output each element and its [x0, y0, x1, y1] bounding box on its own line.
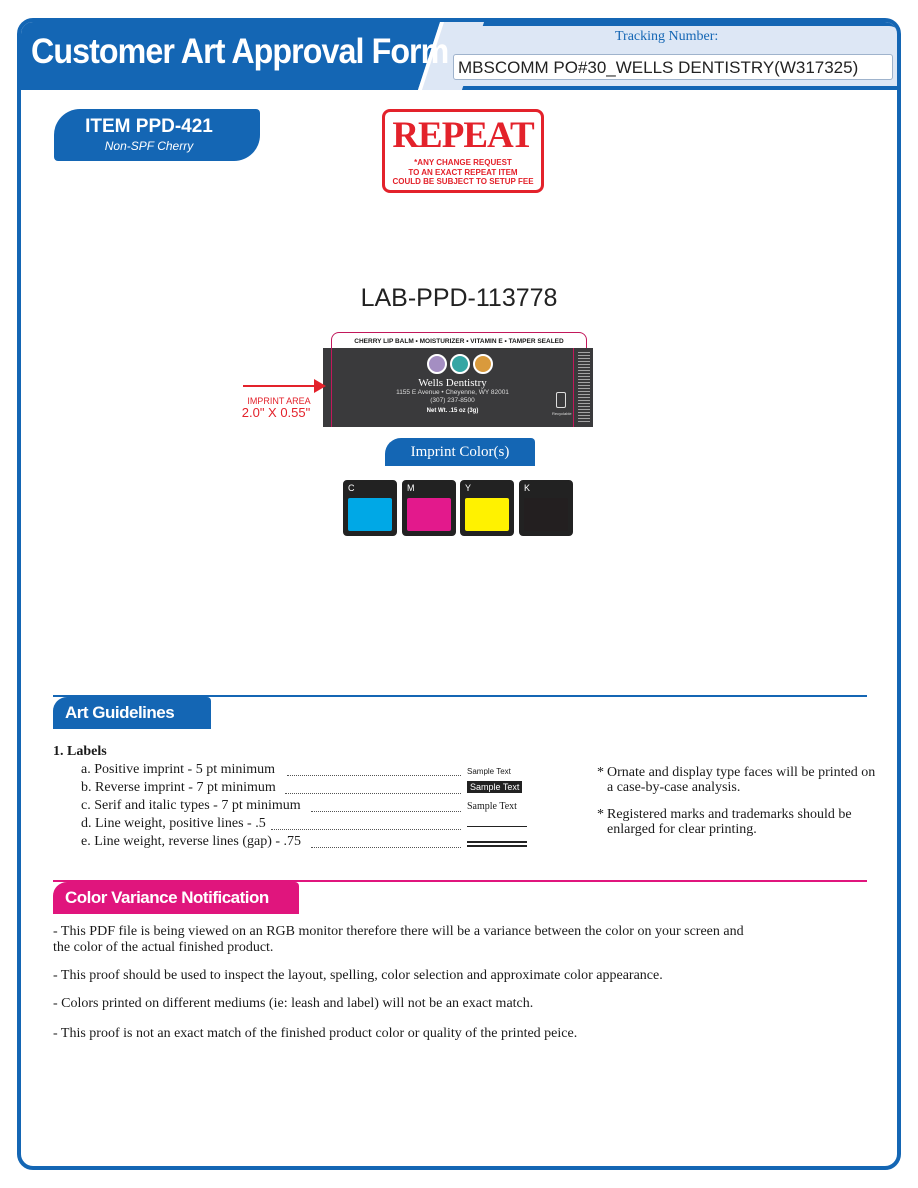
repeat-note-line: TO AN EXACT REPEAT ITEM	[408, 167, 518, 177]
repeat-word: REPEAT	[392, 115, 534, 156]
dotted-leader	[287, 774, 461, 776]
item-title: ITEM PPD-421	[85, 116, 213, 137]
variance-item: - This proof should be used to inspect the layout, spelling, color selection and approximate color appearance.	[53, 968, 663, 983]
guideline-rule: a. Positive imprint - 5 pt minimum	[81, 762, 276, 777]
label-address-block	[332, 389, 573, 405]
sample-positive: Sample Text	[467, 767, 511, 776]
repeat-note-line: COULD BE SUBJECT TO SETUP FEE	[392, 177, 534, 186]
guideline-rule: d. Line weight, positive lines - .5	[81, 816, 266, 831]
dotted-leader	[271, 828, 461, 830]
guideline-rule: e. Line weight, reverse lines (gap) - .75	[81, 834, 302, 849]
recycle-caption: Recyclable	[552, 411, 572, 416]
guideline-rule: b. Reverse imprint - 7 pt minimum	[81, 780, 276, 795]
form-frame	[17, 18, 901, 1170]
swatch-fill	[348, 498, 392, 531]
label-proof	[323, 348, 593, 427]
item-badge	[54, 109, 260, 161]
labels-heading: 1. Labels	[53, 744, 107, 759]
repeat-note-line: *ANY CHANGE REQUEST	[414, 158, 512, 167]
note-text: Ornate and display type faces will be printed on a case-by-case analysis.	[607, 765, 876, 795]
imprint-arrow-icon	[243, 385, 319, 387]
swatch-letter: Y	[465, 483, 472, 493]
variance-item: - This proof is not an exact match of the finished product color or quality of the printed peice.	[53, 1026, 578, 1041]
tracking-number-field: MBSCOMM PO#30_WELLS DENTISTRY(W317325)	[453, 54, 893, 80]
label-business-name: Wells Dentistry	[418, 377, 487, 389]
note-text: Registered marks and trademarks should be enlarged for clear printing.	[607, 807, 852, 837]
tooth-logo-icon	[427, 354, 447, 374]
header-bar	[21, 22, 897, 90]
swatch-letter: K	[524, 483, 531, 493]
label-address: 1155 E Avenue • Cheyenne, WY 82001	[396, 389, 509, 396]
sample-serif: Sample Text	[467, 801, 517, 812]
dotted-leader	[285, 792, 461, 794]
repeat-note	[385, 158, 541, 187]
label-phone: (307) 237-8500	[430, 397, 475, 404]
swatch-letter: C	[348, 483, 355, 493]
color-swatch-m	[402, 480, 456, 536]
variance-item: - Colors printed on different mediums (ie: leash and label) will not be an exact match.	[53, 996, 534, 1011]
imprint-area-label: IMPRINT AREA	[247, 396, 311, 406]
imprint-colors-title: Imprint Color(s)	[385, 438, 535, 466]
tooth-logo-icon	[450, 354, 470, 374]
asterisk-icon: *	[597, 765, 604, 780]
variance-item: - This PDF file is being viewed on an RGB monitor therefore there will be a variance between the color on your screen and the color of the actual finished product.	[53, 924, 744, 955]
guideline-note	[597, 807, 877, 837]
sample-reverse-line	[467, 841, 527, 847]
swatch-fill	[407, 498, 451, 531]
form-title: Customer Art Approval Form	[31, 32, 449, 71]
tooth-logo-icon	[473, 354, 493, 374]
guideline-rule: c. Serif and italic types - 7 pt minimum	[81, 798, 301, 813]
swatch-letter: M	[407, 483, 415, 493]
arrow-head-icon	[314, 379, 326, 393]
color-swatch-k	[519, 480, 573, 536]
lab-id: LAB-PPD-113778	[360, 284, 558, 312]
art-guidelines-title: Art Guidelines	[53, 697, 211, 729]
dotted-leader	[311, 846, 461, 848]
guideline-note	[597, 765, 877, 795]
imprint-area-dimensions: 2.0" X 0.55"	[241, 405, 311, 420]
swatch-fill	[465, 498, 509, 531]
swatch-fill	[524, 498, 568, 531]
color-swatch-c	[343, 480, 397, 536]
dotted-leader	[311, 810, 461, 812]
barcode-icon	[578, 352, 590, 422]
recycle-icon	[556, 392, 566, 408]
asterisk-icon: *	[597, 807, 604, 822]
label-net-weight: Net Wt. .15 oz (3g)	[426, 408, 479, 414]
sample-positive-line	[467, 826, 527, 827]
item-subtitle: Non-SPF Cherry	[104, 139, 194, 153]
tracking-label: Tracking Number:	[615, 29, 719, 44]
sample-reverse: Sample Text	[467, 781, 522, 793]
color-variance-title: Color Variance Notification	[53, 882, 299, 914]
label-top-strip: CHERRY LIP BALM • MOISTURIZER • VITAMIN E • TAMPER SEALED	[331, 332, 587, 350]
label-safe-area	[331, 348, 574, 427]
repeat-stamp	[382, 109, 544, 193]
color-swatch-y	[460, 480, 514, 536]
